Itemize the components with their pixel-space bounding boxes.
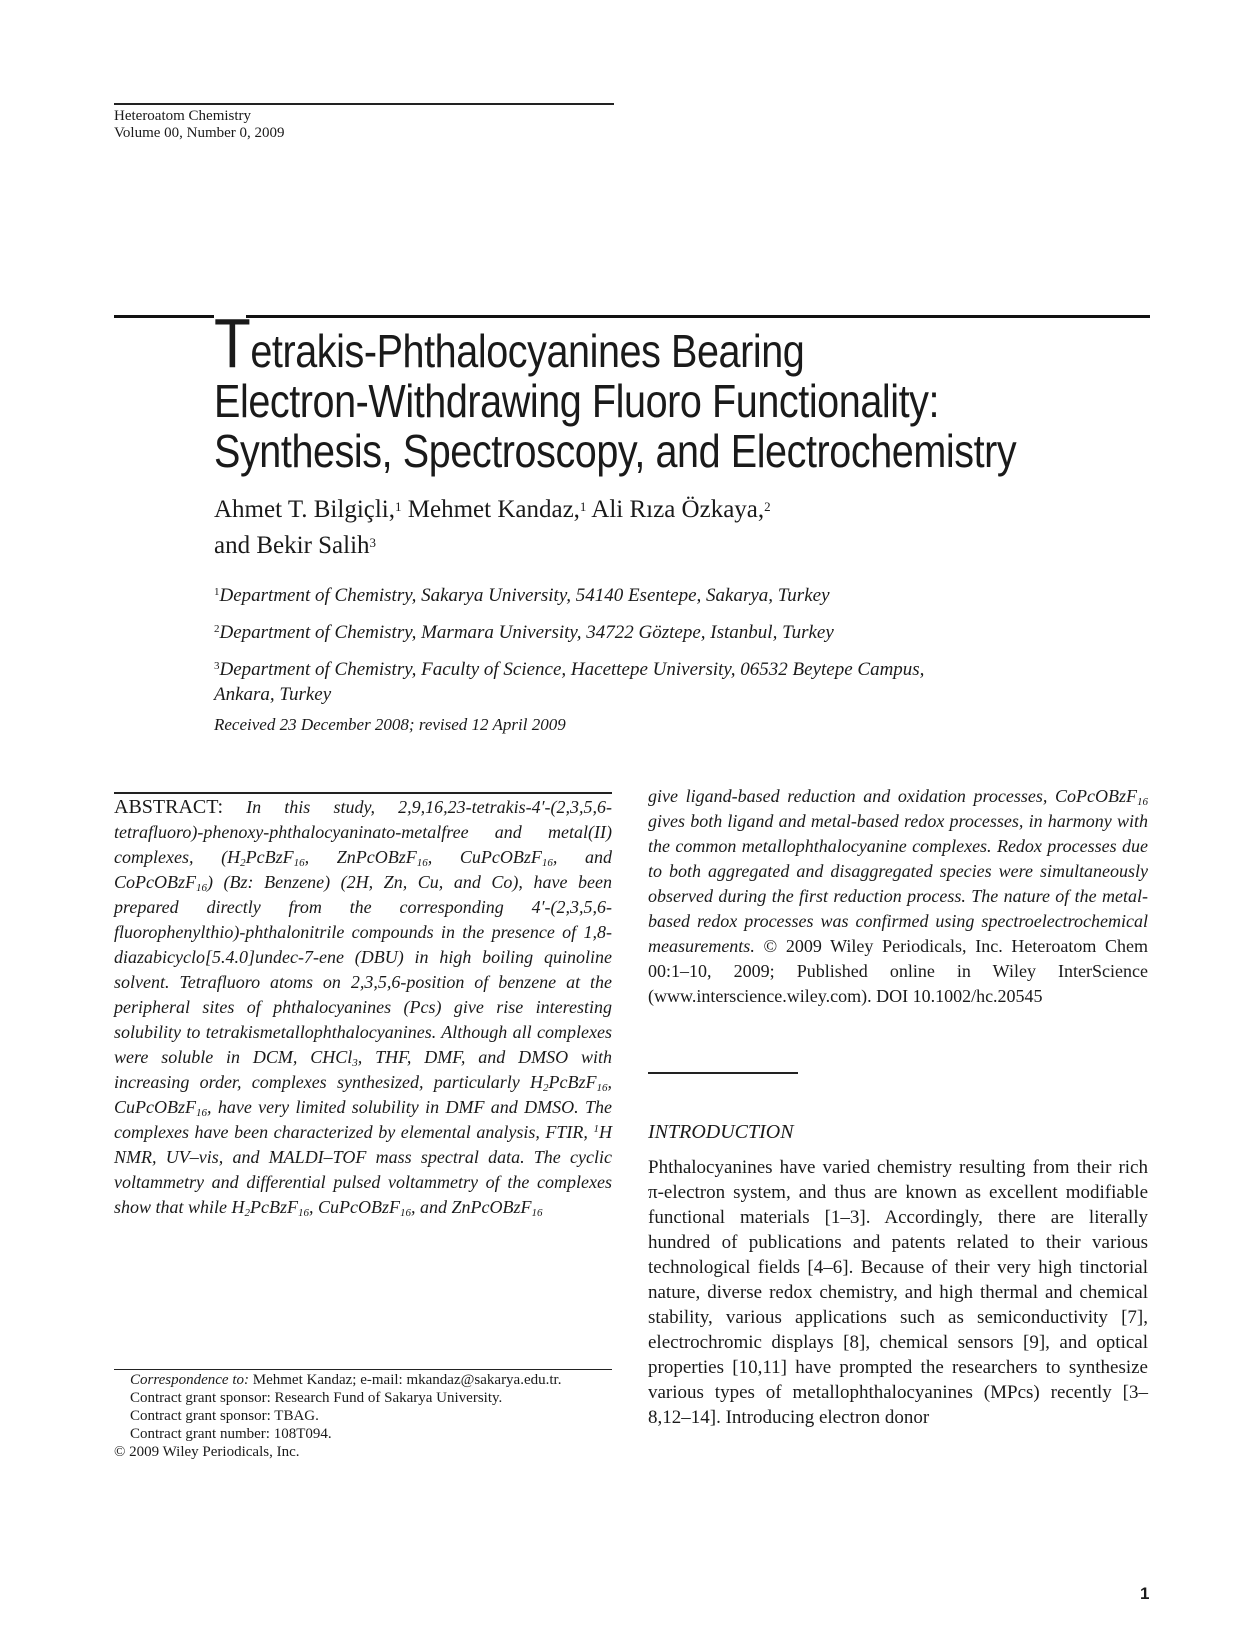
correspondence-note	[114, 1371, 624, 1389]
author-name: Mehmet Kandaz,	[407, 496, 580, 523]
journal-volume: Volume 00, Number 0, 2009	[114, 125, 285, 141]
author-list	[214, 492, 771, 564]
affiliation-text: Department of Chemistry, Faculty of Science, Hacettepe University, 06532 Beytepe Campus,	[219, 659, 925, 680]
title-line-3: Synthesis, Spectroscopy, and Electrochemistry	[214, 425, 1017, 477]
author-affil-marker: 3	[369, 535, 377, 550]
affiliation-1	[214, 583, 1114, 608]
affiliation-marker: 2	[214, 623, 220, 635]
journal-name: Heteroatom Chemistry	[114, 108, 252, 124]
running-header	[114, 108, 285, 142]
abstract-continued	[648, 784, 1148, 1009]
page-number: 1	[1140, 1584, 1150, 1603]
author-name: and Bekir Salih	[214, 532, 370, 559]
author-name: Ali Rıza Özkaya,	[591, 496, 765, 523]
author-affil-marker: 2	[764, 499, 771, 514]
affiliation-marker: 3	[214, 660, 220, 672]
abstract	[114, 795, 612, 1220]
correspondence-label: Correspondence to:	[130, 1372, 250, 1388]
abstract-body: In this study, 2,9,16,23-tetrakis-4′-(2,3,5,6-tetrafluoro)-phenoxy-phthalocyaninato-metalfree and metal(II) complexes, ($H_2PcBzF_{16}$, ZnPcOBzF$_{16}$, CuPcOBzF$_{16}$, and CoPcOBzF$_{16}$) (Bz: Benzene) (2H, Zn, Cu, and Co), have been prepared directly from the corresponding 4′-(2,3,5,6-fluorophenylthio)-phthalonitrile compounds in the presence of 1,8-diazabicyclo[5.4.0]undec-7-ene (DBU) in high boiling quinoline solvent. Tetrafluoro atoms on 2,3,5,6-position of benzene at the peripheral sites of phthalocyanines (Pcs) give rise interesting solubility to tetrakismetallophthalocyanines. Although all complexes were soluble in DCM, CHCl$_3$, THF, DMF, and DMSO with increasing order, complexes synthesized, particularly $H_2PcBzF_{16}$, CuPcOBzF$_{16}$, have very limited solubility in DMF and DMSO. The complexes have been characterized by elemental analysis, FTIR, $^1$H NMR, UV–vis, and MALDI–TOF mass spectral data. The cyclic voltammetry and differential pulsed voltammetry of the complexes show that while $H_2PcBzF_{16}$, CuPcOBzF$_{16}$, and ZnPcOBzF$_{16}$	[114, 797, 612, 1219]
correspondence-text: Mehmet Kandaz; e-mail: mkandaz@sakarya.edu.tr.	[249, 1372, 562, 1388]
copyright-note: © 2009 Wiley Periodicals, Inc.	[114, 1444, 300, 1460]
article-title	[214, 304, 1040, 477]
author-affil-marker: 1	[395, 499, 402, 514]
affiliation-text: Department of Chemistry, Sakarya University, 54140 Esentepe, Sakarya, Turkey	[219, 585, 830, 606]
grant-number: Contract grant number: 108T094.	[130, 1426, 332, 1442]
abstract-label: ABSTRACT:	[114, 796, 224, 818]
title-line-2: Electron-Withdrawing Fluoro Functionality:	[214, 375, 940, 427]
affiliation-text-continued: Ankara, Turkey	[214, 684, 332, 705]
title-line-1: etrakis-Phthalocyanines Bearing	[250, 325, 805, 377]
introduction-paragraph: Phthalocyanines have varied chemistry resulting from their rich π-electron system, and thus are known as excellent modifiable functional materials [1–3]. Accordingly, there are literally hundred of publications and patents related to their various technological fields [4–6]. Because of their very high tinctorial nature, diverse redox chemistry, and high thermal and chemical stability, various applications such as semiconductivity [7], electrochromic displays [8], chemical sensors [9], and optical properties [10,11] have prompted the researchers to synthesize various types of metallophthalocyanines (MPcs) recently [3–8,12–14]. Introducing electron donor	[648, 1157, 1148, 1428]
affiliation-marker: 1	[214, 586, 220, 598]
abstract-rule	[114, 792, 612, 794]
affiliation-2	[214, 620, 1114, 645]
header-rule	[114, 103, 614, 105]
footnotes	[114, 1371, 624, 1461]
title-dropcap: T	[214, 304, 251, 382]
grant-sponsor-1: Contract grant sponsor: Research Fund of Sakarya University.	[130, 1390, 503, 1406]
author-name: Ahmet T. Bilgiçli,	[214, 496, 396, 523]
copyright-citation: © 2009 Wiley Periodicals, Inc. Heteroatom Chem 00:1–10, 2009; Published online in Wiley InterScience (www.interscience.wiley.com). DOI 10.1002/hc.20545	[648, 936, 1148, 1006]
author-affil-marker: 1	[579, 499, 587, 514]
received-dates: Received 23 December 2008; revised 12 April 2009	[214, 715, 566, 734]
grant-sponsor-2: Contract grant sponsor: TBAG.	[130, 1408, 319, 1424]
affiliation-text: Department of Chemistry, Marmara University, 34722 Göztepe, Istanbul, Turkey	[219, 622, 834, 643]
abstract-end-rule	[648, 1072, 798, 1074]
title-rule-left	[114, 315, 214, 318]
abstract-continued-body: give ligand-based reduction and oxidation processes, CoPcOBzF$_{16}$ gives both ligand and metal-based redox processes, in harmony with the common metallophthalocyanine complexes. Redox processes due to both aggregated and disaggregated species were simultaneously observed during the first reduction process. The nature of the metal-based redox processes was confirmed using spectroelectrochemical measurements.	[648, 786, 1148, 956]
footnote-rule	[114, 1369, 612, 1370]
section-heading-introduction: INTRODUCTION	[648, 1121, 794, 1143]
affiliation-3	[214, 657, 1114, 707]
